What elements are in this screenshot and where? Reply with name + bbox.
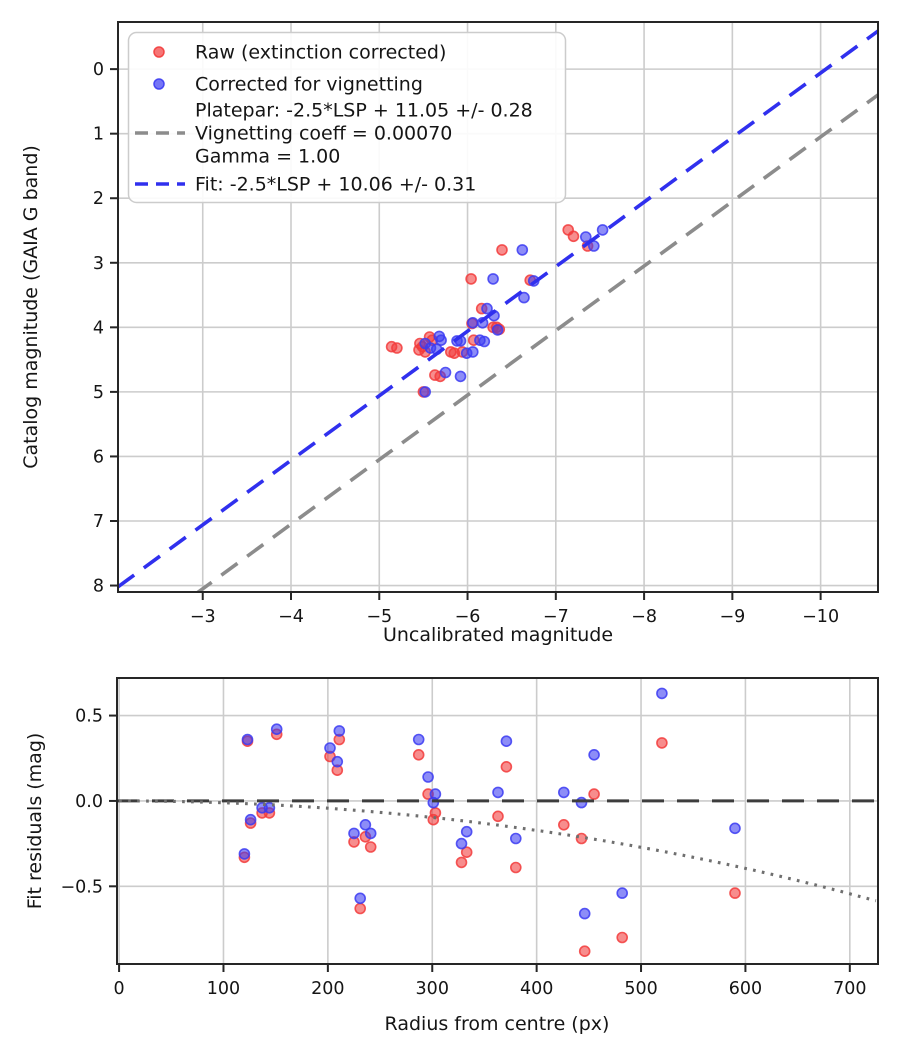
x-tick-label: −3 bbox=[189, 607, 216, 627]
legend-label: Fit: -2.5*LSP + 10.06 +/- 0.31 bbox=[195, 173, 477, 196]
scatter-point bbox=[493, 787, 503, 797]
x-tick-label: 200 bbox=[311, 979, 345, 999]
scatter-point bbox=[479, 337, 489, 347]
scatter-point bbox=[462, 827, 472, 837]
scatter-point bbox=[420, 339, 430, 349]
x-tick-label: −4 bbox=[278, 607, 304, 627]
x-tick-label: −8 bbox=[631, 607, 657, 627]
scatter-point bbox=[325, 743, 335, 753]
scatter-point bbox=[559, 820, 569, 830]
scatter-point bbox=[436, 335, 446, 345]
scatter-point bbox=[493, 325, 503, 335]
legend-label: Platepar: -2.5*LSP + 11.05 +/- 0.28 bbox=[195, 99, 533, 122]
scatter-point bbox=[246, 815, 256, 825]
scatter-point bbox=[730, 888, 740, 898]
scatter-point bbox=[423, 772, 433, 782]
scatter-point bbox=[598, 225, 608, 235]
scatter-point bbox=[430, 789, 440, 799]
scatter-point bbox=[493, 811, 503, 821]
scatter-point bbox=[617, 888, 627, 898]
scatter-point bbox=[366, 842, 376, 852]
legend-label: Corrected for vignetting bbox=[195, 73, 423, 96]
x-tick-label: −6 bbox=[454, 607, 481, 627]
scatter-point bbox=[730, 823, 740, 833]
scatter-point bbox=[577, 834, 587, 844]
y-tick-label: 0 bbox=[92, 60, 104, 81]
scatter-point bbox=[511, 834, 521, 844]
x-tick-label: −9 bbox=[719, 607, 746, 627]
y-tick-label: 6 bbox=[92, 447, 104, 468]
scatter-point bbox=[414, 750, 424, 760]
legend-label: Vignetting coeff = 0.00070 bbox=[195, 122, 453, 145]
scatter-point bbox=[589, 789, 599, 799]
legend-label: Gamma = 1.00 bbox=[195, 145, 341, 168]
legend bbox=[129, 33, 566, 203]
x-tick-label: 700 bbox=[833, 979, 867, 999]
plot-series bbox=[117, 688, 878, 956]
y-tick-label: −0.5 bbox=[60, 877, 103, 898]
y-tick-label: 2 bbox=[92, 189, 104, 210]
scatter-point bbox=[580, 909, 590, 919]
scatter-point bbox=[334, 726, 344, 736]
scatter-point bbox=[577, 798, 587, 808]
scatter-point bbox=[239, 849, 249, 859]
x-tick-label: 0 bbox=[113, 979, 125, 999]
scatter-point bbox=[617, 933, 627, 943]
scatter-point bbox=[355, 893, 365, 903]
x-tick-label: −10 bbox=[802, 607, 840, 627]
legend-marker bbox=[154, 79, 164, 89]
x-tick-label: −5 bbox=[366, 607, 393, 627]
scatter-point bbox=[569, 231, 579, 241]
scatter-point bbox=[462, 348, 472, 358]
scatter-point bbox=[657, 738, 667, 748]
y-tick-label: 0.0 bbox=[75, 791, 103, 812]
scatter-point bbox=[420, 387, 430, 397]
scatter-point bbox=[441, 368, 451, 378]
y-tick-label: 0.5 bbox=[75, 706, 103, 727]
bottom-plot-area bbox=[61, 678, 879, 999]
scatter-point bbox=[457, 857, 467, 867]
bottom-y-axis-label: Fit residuals (mag) bbox=[24, 732, 46, 910]
scatter-point bbox=[657, 688, 667, 698]
scatter-point bbox=[332, 757, 342, 767]
scatter-point bbox=[497, 245, 507, 255]
scatter-point bbox=[501, 736, 511, 746]
x-tick-label: 600 bbox=[728, 979, 763, 999]
top-y-axis-label: Catalog magnitude (GAIA G band) bbox=[20, 145, 42, 469]
scatter-point bbox=[501, 762, 511, 772]
scatter-point bbox=[517, 245, 527, 255]
x-tick-label: 100 bbox=[206, 979, 241, 999]
legend-marker bbox=[154, 47, 164, 57]
scatter-point bbox=[366, 828, 376, 838]
y-tick-label: 1 bbox=[92, 124, 104, 145]
x-tick-label: 400 bbox=[519, 979, 554, 999]
scatter-point bbox=[468, 318, 478, 328]
scatter-point bbox=[414, 735, 424, 745]
x-tick-label: 500 bbox=[624, 979, 658, 999]
top-x-axis-label: Uncalibrated magnitude bbox=[382, 624, 614, 646]
legend-label: Raw (extinction corrected) bbox=[195, 41, 447, 64]
scatter-point bbox=[559, 787, 569, 797]
scatter-point bbox=[349, 828, 359, 838]
scatter-point bbox=[272, 724, 282, 734]
scatter-point bbox=[580, 946, 590, 956]
y-tick-label: 3 bbox=[92, 253, 104, 274]
bottom-x-axis-label: Radius from centre (px) bbox=[384, 1013, 610, 1035]
scatter-point bbox=[457, 839, 467, 849]
x-tick-label: −7 bbox=[542, 607, 569, 627]
scatter-point bbox=[511, 863, 521, 873]
scatter-point bbox=[355, 904, 365, 914]
scatter-point bbox=[456, 371, 466, 381]
y-tick-label: 8 bbox=[92, 576, 104, 597]
y-tick-label: 4 bbox=[92, 318, 104, 339]
scatter-point bbox=[392, 343, 402, 353]
scatter-point bbox=[243, 735, 253, 745]
scatter-point bbox=[589, 750, 599, 760]
scatter-point bbox=[466, 274, 476, 284]
scatter-point bbox=[488, 274, 498, 284]
y-tick-label: 5 bbox=[92, 382, 104, 403]
x-tick-label: 300 bbox=[415, 979, 449, 999]
y-tick-label: 7 bbox=[92, 511, 104, 532]
